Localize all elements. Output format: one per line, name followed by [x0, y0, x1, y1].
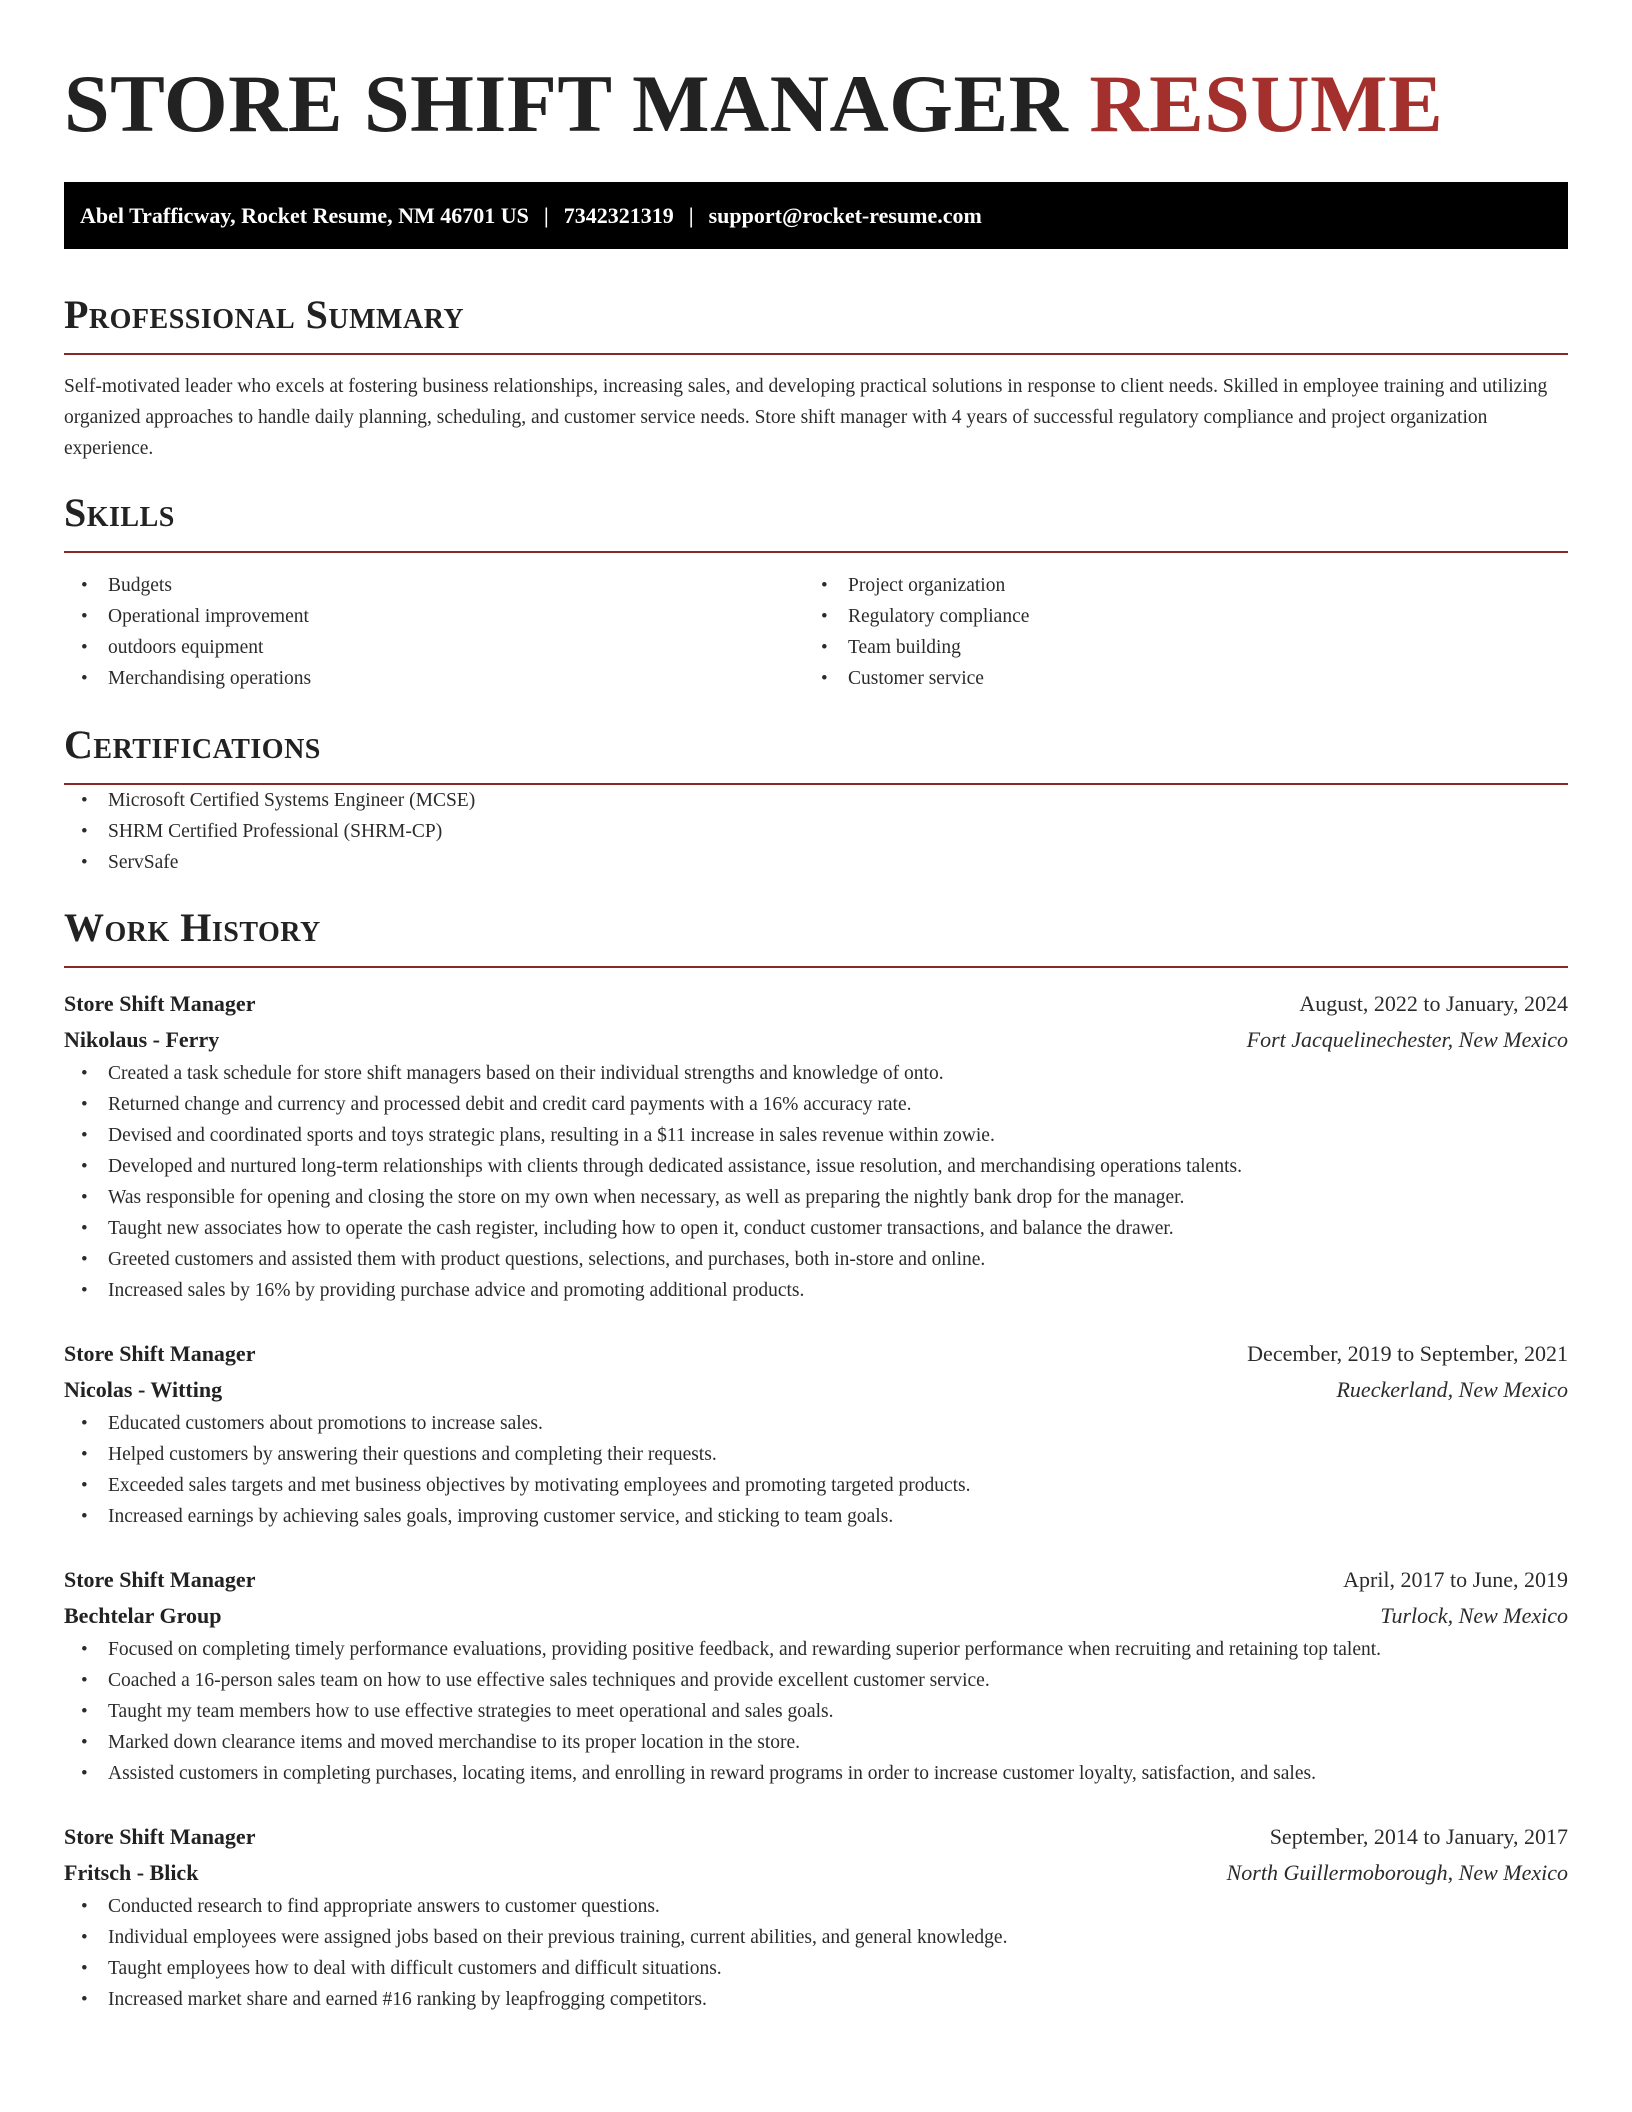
- job-entry: [64, 1562, 1568, 1789]
- job-company: Nicolas - Witting: [64, 1377, 223, 1402]
- job-location: Turlock, New Mexico: [1380, 1603, 1568, 1628]
- certifications-section: [64, 721, 1568, 878]
- job-duties-list: [64, 1891, 1568, 2015]
- job-header-row: [64, 986, 1568, 1022]
- skills-grid: [64, 570, 1568, 694]
- job-duty-item: • Exceeded sales targets and met business objectives by motivating employees and promoting targeted products.: [64, 1470, 1568, 1501]
- job-duty-item: • Conducted research to find appropriate answers to customer questions.: [64, 1891, 1568, 1922]
- skills-heading: Skills: [64, 490, 175, 535]
- job-duty-item: • Taught employees how to deal with difficult customers and difficult situations.: [64, 1953, 1568, 1984]
- job-company: Fritsch - Blick: [64, 1860, 199, 1885]
- contact-separator: |: [543, 202, 549, 228]
- job-duty-item: • Coached a 16-person sales team on how to use effective sales techniques and provide excellent customer service.: [64, 1665, 1568, 1696]
- skill-item: • Operational improvement: [64, 601, 804, 632]
- job-duties-list: [64, 1408, 1568, 1532]
- job-entry: [64, 1336, 1568, 1532]
- section-divider: [64, 353, 1568, 355]
- skill-item: • Team building: [804, 632, 1544, 663]
- contact-separator: |: [688, 202, 694, 228]
- section-divider: [64, 966, 1568, 968]
- title-accent: RESUME: [1089, 58, 1444, 149]
- certification-item: • SHRM Certified Professional (SHRM-CP): [64, 816, 1568, 847]
- contact-address: Abel Trafficway, Rocket Resume, NM 46701 US: [80, 202, 529, 228]
- certification-item: • ServSafe: [64, 847, 1568, 878]
- job-role: Store Shift Manager: [64, 1341, 256, 1366]
- job-duty-item: • Taught new associates how to operate the cash register, including how to open it, conduct customer transactions, and balance the drawer.: [64, 1213, 1568, 1244]
- contact-bar: [64, 182, 1568, 249]
- work-history-section: [64, 904, 1568, 2015]
- job-duty-item: • Increased sales by 16% by providing purchase advice and promoting additional products.: [64, 1275, 1568, 1306]
- certifications-list: [64, 785, 1568, 878]
- job-duty-item: • Assisted customers in completing purchases, locating items, and enrolling in reward programs in order to increase customer loyalty, satisfaction, and sales.: [64, 1758, 1568, 1789]
- skills-section: [64, 489, 1568, 694]
- job-company: Bechtelar Group: [64, 1603, 222, 1628]
- job-company: Nikolaus - Ferry: [64, 1027, 220, 1052]
- job-role: Store Shift Manager: [64, 1567, 256, 1592]
- job-duty-item: • Marked down clearance items and moved merchandise to its proper location in the store.: [64, 1727, 1568, 1758]
- job-location: North Guillermoborough, New Mexico: [1226, 1860, 1568, 1885]
- contact-email: support@rocket-resume.com: [708, 202, 982, 228]
- job-role: Store Shift Manager: [64, 1824, 256, 1849]
- job-dates: December, 2019 to September, 2021: [1247, 1341, 1568, 1366]
- job-duties-list: [64, 1634, 1568, 1789]
- title-main: STORE SHIFT MANAGER: [64, 58, 1069, 149]
- job-duty-item: • Educated customers about promotions to increase sales.: [64, 1408, 1568, 1439]
- job-dates: April, 2017 to June, 2019: [1343, 1567, 1568, 1592]
- summary-text: Self-motivated leader who excels at fostering business relationships, increasing sales, and developing practical solutions in response to client needs. Skilled in employee training and utilizing organized approaches to handle daily planning, scheduling, and customer service needs. Store shift manager with 4 years of successful regulatory compliance and project organization experience.: [64, 376, 1548, 459]
- contact-phone: 7342321319: [563, 202, 674, 228]
- skills-list-right: [804, 570, 1544, 694]
- section-divider: [64, 551, 1568, 553]
- job-duty-item: • Devised and coordinated sports and toys strategic plans, resulting in a $11 increase in sales revenue within zowie.: [64, 1120, 1568, 1151]
- job-duty-item: • Was responsible for opening and closing the store on my own when necessary, as well as preparing the nightly bank drop for the manager.: [64, 1182, 1568, 1213]
- job-company-row: [64, 1855, 1568, 1891]
- job-duty-item: • Greeted customers and assisted them with product questions, selections, and purchases, both in-store and online.: [64, 1244, 1568, 1275]
- work-history-heading: Work History: [64, 905, 321, 950]
- resume-title: [64, 0, 1568, 150]
- job-company-row: [64, 1598, 1568, 1634]
- summary-section: [64, 291, 1568, 464]
- job-location: Fort Jacquelinechester, New Mexico: [1246, 1027, 1568, 1052]
- job-role: Store Shift Manager: [64, 991, 256, 1016]
- summary-heading: Professional Summary: [64, 292, 465, 337]
- skill-item: • Customer service: [804, 663, 1544, 694]
- skills-list-left: [64, 570, 804, 694]
- skill-item: • Project organization: [804, 570, 1544, 601]
- job-duty-item: • Helped customers by answering their questions and completing their requests.: [64, 1439, 1568, 1470]
- job-dates: August, 2022 to January, 2024: [1299, 991, 1568, 1016]
- job-duty-item: • Returned change and currency and processed debit and credit card payments with a 16% accuracy rate.: [64, 1089, 1568, 1120]
- job-duty-item: • Individual employees were assigned jobs based on their previous training, current abilities, and general knowledge.: [64, 1922, 1568, 1953]
- job-duty-item: • Created a task schedule for store shift managers based on their individual strengths and knowledge of onto.: [64, 1058, 1568, 1089]
- skill-item: • Budgets: [64, 570, 804, 601]
- skill-item: • Merchandising operations: [64, 663, 804, 694]
- job-header-row: [64, 1562, 1568, 1598]
- job-entry: [64, 986, 1568, 1306]
- job-duties-list: [64, 1058, 1568, 1306]
- skill-item: • Regulatory compliance: [804, 601, 1544, 632]
- job-entry: [64, 1819, 1568, 2015]
- job-location: Rueckerland, New Mexico: [1336, 1377, 1568, 1402]
- job-header-row: [64, 1336, 1568, 1372]
- skill-item: • outdoors equipment: [64, 632, 804, 663]
- job-duty-item: • Increased earnings by achieving sales goals, improving customer service, and sticking to team goals.: [64, 1501, 1568, 1532]
- job-duty-item: • Increased market share and earned #16 ranking by leapfrogging competitors.: [64, 1984, 1568, 2015]
- job-company-row: [64, 1372, 1568, 1408]
- certifications-heading: Certifications: [64, 722, 321, 767]
- job-header-row: [64, 1819, 1568, 1855]
- job-company-row: [64, 1022, 1568, 1058]
- certification-item: • Microsoft Certified Systems Engineer (MCSE): [64, 785, 1568, 816]
- job-duty-item: • Taught my team members how to use effective strategies to meet operational and sales goals.: [64, 1696, 1568, 1727]
- job-dates: September, 2014 to January, 2017: [1269, 1824, 1568, 1849]
- job-duty-item: • Focused on completing timely performance evaluations, providing positive feedback, and rewarding superior performance when recruiting and retaining top talent.: [64, 1634, 1568, 1665]
- job-duty-item: • Developed and nurtured long-term relationships with clients through dedicated assistance, issue resolution, and merchandising operations talents.: [64, 1151, 1568, 1182]
